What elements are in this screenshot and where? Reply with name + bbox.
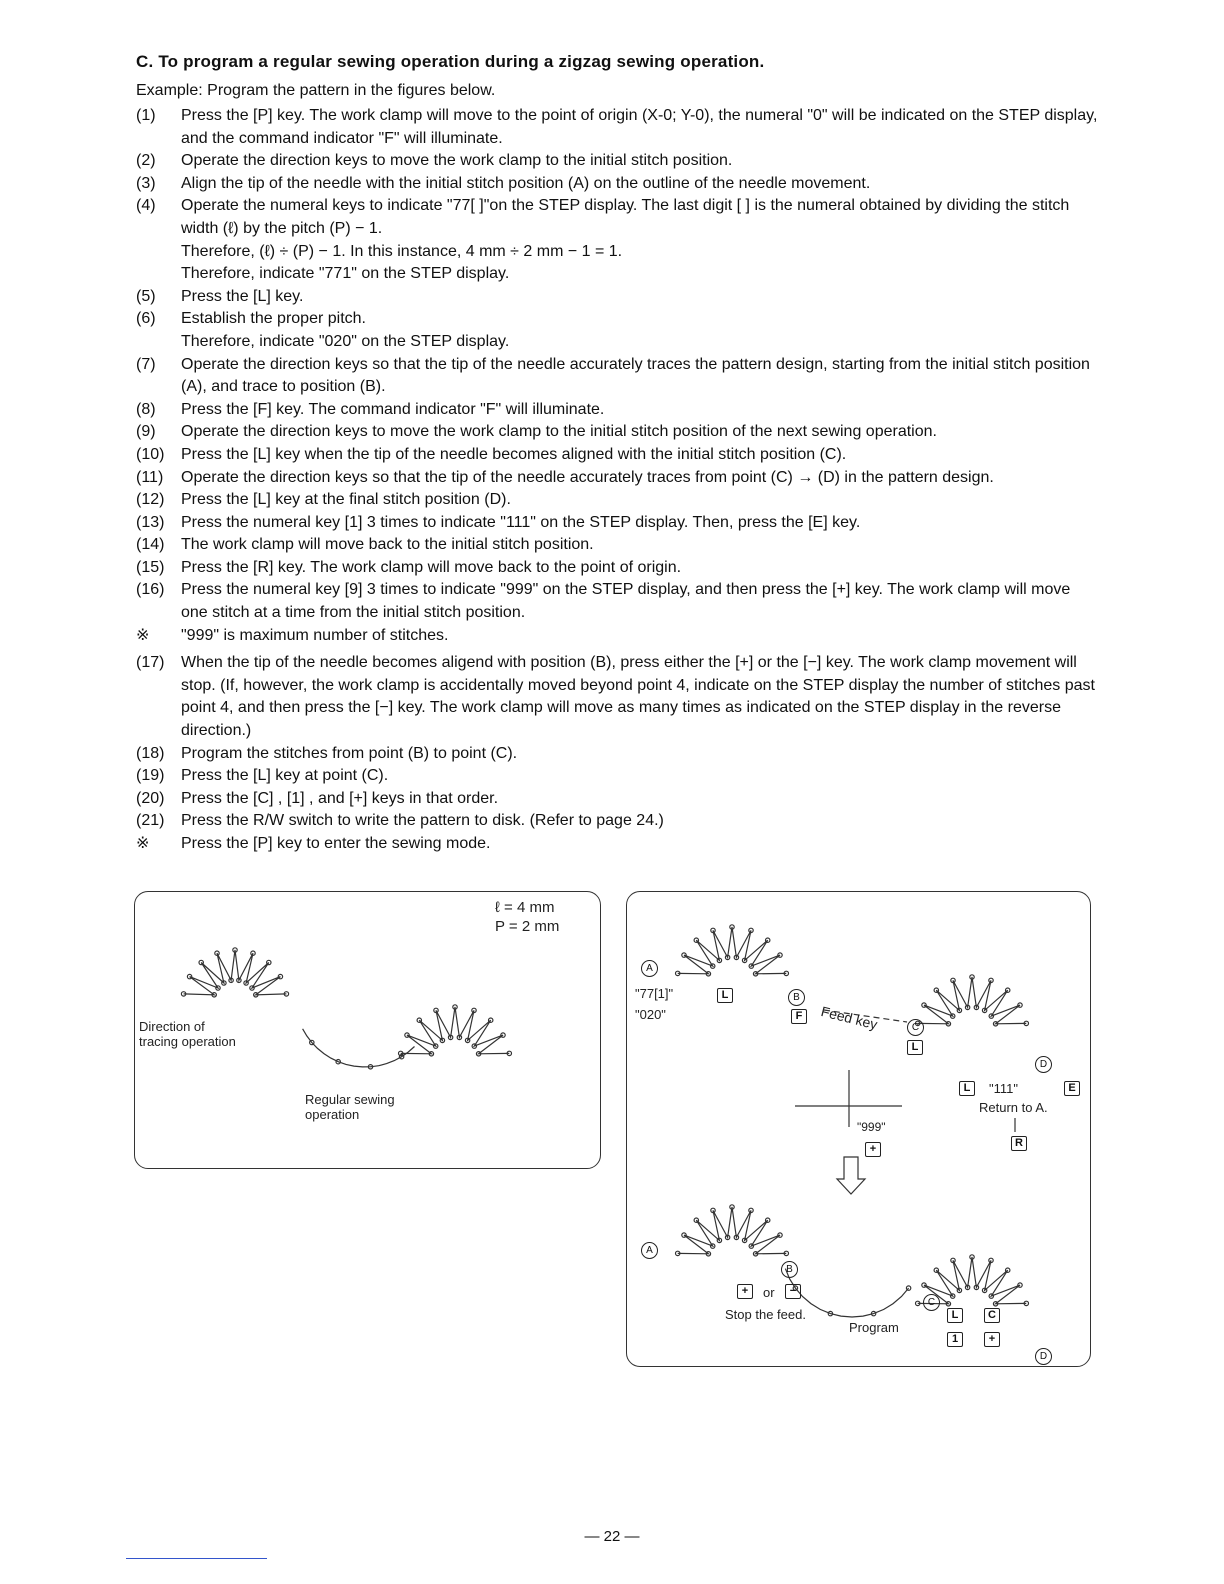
step-number: (4) bbox=[136, 197, 156, 215]
key-l-4: L bbox=[947, 1308, 963, 1323]
step-text: When the tip of the needle becomes aligend with position (B), press either the [+] or the [−] key. The work clamp movement will stop. (If, however, the work clamp is accidentally moved beyond point 4, indicate on the STEP display the number of stitches past point 4, and then press the [−] key. The work clamp will move as many times as indicated on the STEP display in the reverse direction.) bbox=[181, 654, 1095, 740]
step-item bbox=[136, 765, 1100, 788]
step-text: Program the stitches from point (B) to point (C). bbox=[181, 744, 518, 762]
step-text: Therefore, indicate "771" on the STEP display. bbox=[181, 265, 510, 283]
step-item bbox=[136, 557, 1100, 580]
page-number: — 22 — bbox=[584, 1528, 640, 1545]
key-minus: − bbox=[785, 1284, 801, 1299]
step-number: (12) bbox=[136, 491, 165, 509]
step-text: Press the numeral key [1] 3 times to indicate "111" on the STEP display. Then, press the [E] key. bbox=[181, 513, 861, 531]
step-item bbox=[136, 399, 1100, 422]
zigzag-line bbox=[678, 1207, 787, 1254]
step-item bbox=[136, 241, 1100, 264]
step-text: Establish the proper pitch. bbox=[181, 310, 366, 328]
step-number: (18) bbox=[136, 744, 165, 762]
key-c: C bbox=[984, 1308, 1000, 1323]
point-b-label: B bbox=[788, 989, 805, 1006]
step-text: Press the R/W switch to write the pattern to disk. (Refer to page 24.) bbox=[181, 812, 664, 830]
step-text: Operate the numeral keys to indicate "77[ ]"on the STEP display. The last digit [ ] is the numeral obtained by dividing the stitch width (ℓ) by the pitch (P) − 1. bbox=[181, 197, 1070, 237]
display-999: "999" bbox=[857, 1120, 886, 1134]
key-l-1: L bbox=[717, 988, 733, 1003]
step-text: Press the [P] key to enter the sewing mode. bbox=[181, 835, 491, 852]
step-item bbox=[136, 173, 1100, 196]
step-number: (11) bbox=[136, 468, 164, 486]
step-text: Press the [L] key. bbox=[181, 287, 304, 305]
regular-line bbox=[303, 1029, 415, 1067]
step-item bbox=[136, 354, 1100, 399]
step-item bbox=[136, 467, 1100, 490]
p-value: P = 2 mm bbox=[495, 918, 560, 935]
step-item bbox=[136, 512, 1100, 535]
key-l-3: L bbox=[959, 1081, 975, 1096]
return-to-a-label: Return to A. bbox=[979, 1100, 1048, 1115]
step-number: (19) bbox=[136, 767, 165, 785]
step-text: Operate the direction keys to move the work clamp to the initial stitch position. bbox=[181, 152, 733, 170]
zigzag-line bbox=[918, 977, 1027, 1024]
steps-list bbox=[136, 105, 1100, 856]
figure-left bbox=[134, 891, 601, 1169]
point-a-label-2: A bbox=[641, 1242, 658, 1259]
step-item bbox=[136, 489, 1100, 512]
key-1: 1 bbox=[947, 1332, 963, 1347]
point-d-label: D bbox=[1035, 1056, 1052, 1073]
step-number: (21) bbox=[136, 812, 165, 830]
program-label: Program bbox=[849, 1320, 899, 1335]
zigzag-line bbox=[678, 927, 787, 974]
step-text: Press the [F] key. The command indicator "F" will illuminate. bbox=[181, 400, 605, 418]
step-item bbox=[136, 421, 1100, 444]
step-number: (7) bbox=[136, 355, 156, 373]
step-item bbox=[136, 534, 1100, 557]
step-text: Therefore, indicate "020" on the STEP display. bbox=[181, 332, 510, 350]
step-text: The work clamp will move back to the initial stitch position. bbox=[181, 536, 594, 554]
step-item bbox=[136, 308, 1100, 331]
step-text: Operate the direction keys to move the work clamp to the initial stitch position of the next sewing operation. bbox=[181, 423, 937, 441]
step-text: Press the [C] , [1] , and [+] keys in that order. bbox=[181, 789, 499, 807]
feed-key-label: Feed key bbox=[819, 1003, 880, 1033]
step-number: (16) bbox=[136, 581, 165, 599]
step-item bbox=[136, 105, 1100, 150]
step-item bbox=[136, 286, 1100, 309]
step-item bbox=[136, 331, 1100, 354]
step-number: (1) bbox=[136, 107, 156, 124]
key-plus-3: + bbox=[984, 1332, 1000, 1347]
step-text: Press the [R] key. The work clamp will move back to the point of origin. bbox=[181, 558, 682, 576]
direction-label-1: Direction of bbox=[139, 1019, 205, 1034]
point-d-label-2: D bbox=[1035, 1348, 1052, 1365]
step-item bbox=[136, 263, 1100, 286]
step-text: Operate the direction keys so that the tip of the needle accurately traces from point (C) → (D) in the pattern design. bbox=[181, 468, 994, 486]
footer-line bbox=[126, 1558, 267, 1559]
display-771: "77[1]" bbox=[635, 986, 674, 1001]
zigzag-line bbox=[184, 950, 287, 995]
step-number: (15) bbox=[136, 558, 165, 576]
step-item bbox=[136, 150, 1100, 173]
step-item bbox=[136, 810, 1100, 833]
step-number: (3) bbox=[136, 174, 156, 192]
section-title: C. To program a regular sewing operation during a zigzag sewing operation. bbox=[136, 52, 765, 71]
step-text: Press the [P] key. The work clamp will move to the point of origin (X-0; Y-0), the numeral "0" will be indicated on the STEP display, and the command indicator "F" will illuminate. bbox=[181, 107, 1098, 147]
step-number: (6) bbox=[136, 310, 156, 328]
step-item bbox=[136, 788, 1100, 811]
step-text: Press the [L] key at the final stitch position (D). bbox=[181, 491, 511, 509]
step-number: ※ bbox=[136, 835, 150, 852]
step-number: (8) bbox=[136, 400, 156, 418]
step-text: Operate the direction keys so that the tip of the needle accurately traces the pattern design, starting from the initial stitch position (A), and trace to position (B). bbox=[181, 355, 1090, 396]
display-111: "111" bbox=[989, 1081, 1018, 1096]
step-text: Align the tip of the needle with the initial stitch position (A) on the outline of the needle movement. bbox=[181, 174, 871, 192]
stop-feed-label: Stop the feed. bbox=[725, 1307, 806, 1322]
key-plus-2: + bbox=[737, 1284, 753, 1299]
step-number: (20) bbox=[136, 789, 165, 807]
direction-label-2: tracing operation bbox=[139, 1034, 236, 1049]
display-020: "020" bbox=[635, 1007, 666, 1022]
point-b-label-2: B bbox=[781, 1261, 798, 1278]
step-item bbox=[136, 743, 1100, 766]
step-number: (14) bbox=[136, 536, 165, 554]
step-text: Press the numeral key [9] 3 times to indicate "999" on the STEP display, and then press the [+] key. The work clamp will move one stitch at a time from the initial stitch position. bbox=[181, 581, 1071, 622]
zigzag-line bbox=[401, 1007, 510, 1054]
step-number: (17) bbox=[136, 654, 165, 672]
step-item bbox=[136, 579, 1100, 624]
step-item bbox=[136, 652, 1100, 742]
step-number: (2) bbox=[136, 152, 156, 170]
step-text: Press the [L] key when the tip of the needle becomes aligned with the initial stitch position (C). bbox=[181, 445, 847, 463]
example-intro: Example: Program the pattern in the figures below. bbox=[136, 82, 496, 99]
key-e: E bbox=[1064, 1081, 1080, 1096]
regular-label-2: operation bbox=[305, 1107, 360, 1122]
key-plus-1: + bbox=[865, 1142, 881, 1157]
step-number: (9) bbox=[136, 423, 156, 441]
step-number bbox=[136, 331, 181, 354]
step-number: (10) bbox=[136, 445, 165, 463]
key-f: F bbox=[791, 1009, 807, 1024]
step-text: Therefore, (ℓ) ÷ (P) − 1. In this instance, 4 mm ÷ 2 mm − 1 = 1. bbox=[181, 242, 623, 260]
point-c-label: C bbox=[907, 1019, 924, 1036]
key-r: R bbox=[1011, 1136, 1027, 1151]
regular-label-1: Regular sewing bbox=[305, 1092, 395, 1107]
step-number: (5) bbox=[136, 287, 156, 305]
step-text: "999" is maximum number of stitches. bbox=[181, 626, 449, 644]
step-item bbox=[136, 625, 1100, 648]
step-number bbox=[136, 241, 181, 264]
figure-right bbox=[626, 891, 1091, 1367]
point-a-label: A bbox=[641, 960, 658, 977]
step-number: ※ bbox=[136, 626, 150, 644]
key-l-2: L bbox=[907, 1040, 923, 1055]
step-item bbox=[136, 444, 1100, 467]
or-label: or bbox=[763, 1285, 775, 1300]
l-value: ℓ = 4 mm bbox=[495, 899, 555, 916]
point-c-label-2: C bbox=[923, 1294, 940, 1311]
step-number bbox=[136, 263, 181, 286]
step-number: (13) bbox=[136, 513, 165, 531]
step-item bbox=[136, 195, 1100, 240]
step-item bbox=[136, 833, 1100, 856]
step-text: Press the [L] key at point (C). bbox=[181, 767, 389, 785]
